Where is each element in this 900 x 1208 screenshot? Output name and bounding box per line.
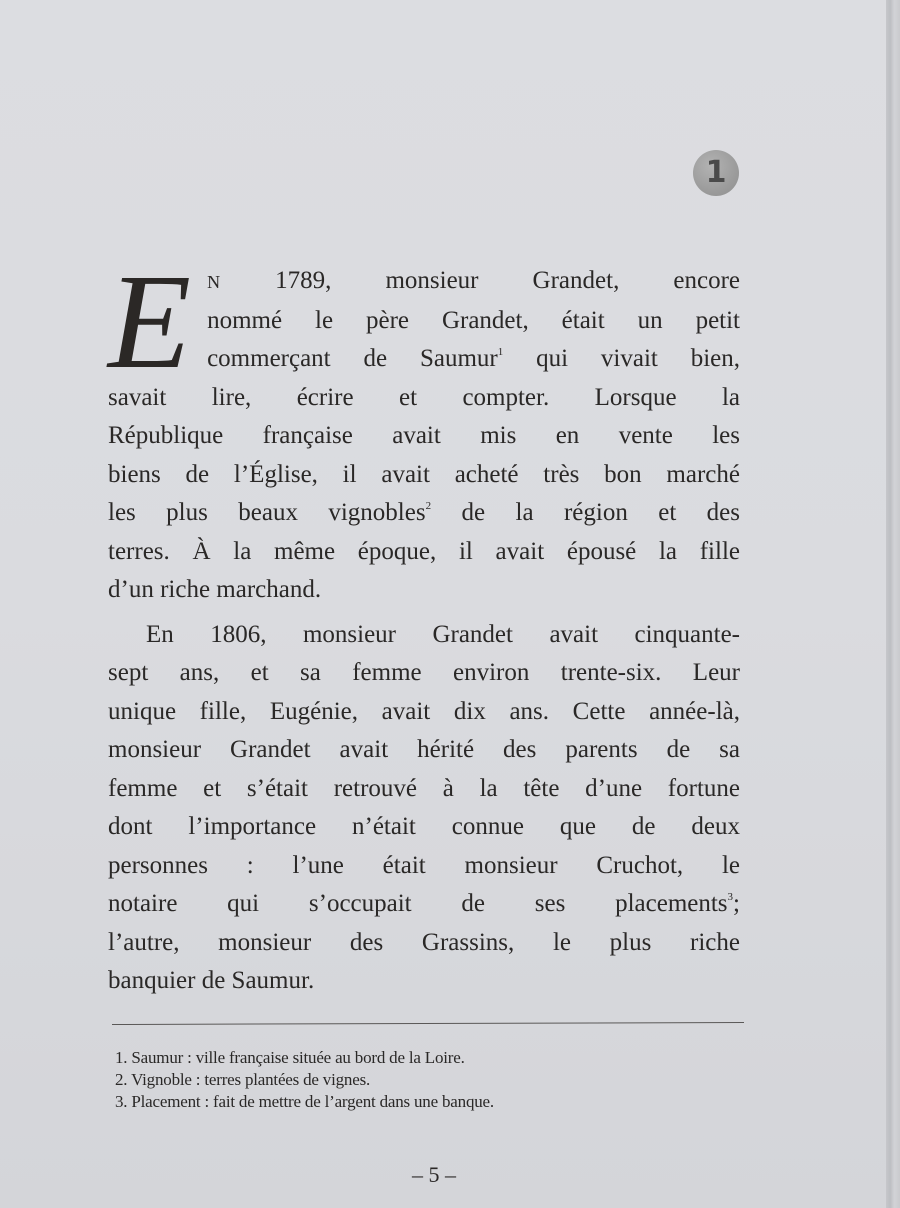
footnotes xyxy=(115,1047,745,1113)
text-line: République française avait mis en vente les xyxy=(108,422,740,449)
body-text xyxy=(108,247,741,1001)
page-number: – 5 – xyxy=(412,1162,456,1187)
text-line: unique fille, Eugénie, avait dix ans. Cette année-là, xyxy=(108,697,740,725)
footnote-1: 1. Saumur : ville française située au bord de la Loire. xyxy=(115,1048,465,1067)
text-line: monsieur Grandet avait hérité des parents de sa xyxy=(108,736,740,763)
footnote-ref-1[interactable]: 1 xyxy=(497,346,504,358)
show-through-text xyxy=(110,40,810,240)
chapter-number: 1 xyxy=(705,155,727,190)
text-line: commerçant de Saumur$^1$ qui vivait bien, xyxy=(207,345,741,372)
text-line: sept ans, et sa femme environ trente-six. Leur xyxy=(108,659,740,686)
footnote-3: 3. Placement : fait de mettre de l’argent dans une banque. xyxy=(115,1092,494,1111)
text-line: d’un riche marchand. xyxy=(108,576,322,603)
footnote-divider xyxy=(112,1022,744,1025)
text-line: savait lire, écrire et compter. Lorsque la xyxy=(108,383,740,411)
footnote-ref-3[interactable]: 3 xyxy=(727,891,734,903)
text-line: les plus beaux vignobles$^2$ de la région et des xyxy=(108,499,741,526)
drop-cap: E xyxy=(108,247,192,397)
footnote-ref-2[interactable]: 2 xyxy=(425,500,432,512)
text-line: N 1789, monsieur Grandet, encore xyxy=(207,267,740,294)
text-line: notaire qui s’occupait de ses placements$^3$; xyxy=(108,890,740,917)
text-line: personnes : l’une était monsieur Cruchot, le xyxy=(108,851,740,879)
text-line: terres. À la même époque, il avait épousé la fille xyxy=(108,537,740,565)
text-line: biens de l’Église, il avait acheté très bon marché xyxy=(108,460,740,488)
text-line: dont l’importance n’était connue que de deux xyxy=(108,813,740,840)
footnote-2: 2. Vignoble : terres plantées de vignes. xyxy=(115,1070,371,1089)
smallcap-text: N xyxy=(207,272,222,292)
text-line: banquier de Saumur. xyxy=(108,967,315,994)
paragraph-2 xyxy=(108,616,740,1001)
chapter-number-badge xyxy=(693,150,739,196)
text-line: nommé le père Grandet, était un petit xyxy=(207,306,740,334)
text-line: femme et s’était retrouvé à la tête d’une fortune xyxy=(108,774,740,802)
text-line: En 1806, monsieur Grandet avait cinquante- xyxy=(146,620,740,648)
paragraph-1 xyxy=(108,247,741,610)
text-line: l’autre, monsieur des Grassins, le plus riche xyxy=(108,928,740,956)
page-edge xyxy=(886,0,900,1208)
